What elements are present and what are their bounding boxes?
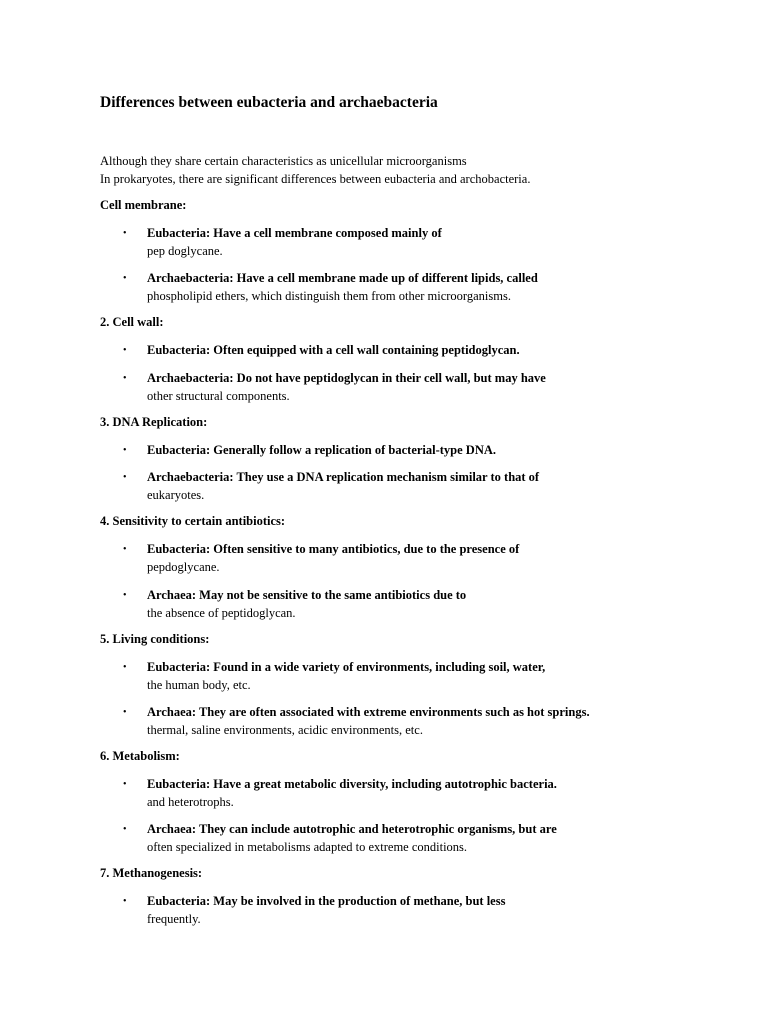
item-bold-text: Eubacteria: Generally follow a replication of bacterial-type DNA. (147, 443, 497, 457)
item-bold-text: Eubacteria: Have a great metabolic diversity, including autotrophic bacteria. (147, 777, 557, 791)
list-item (147, 776, 557, 811)
section-heading: Cell membrane: (100, 198, 187, 212)
item-continuation-text: other structural components. (147, 388, 290, 403)
section-heading: 7. Methanogenesis: (100, 866, 203, 880)
list-item (147, 469, 539, 504)
item-bold-text: Eubacteria: Often sensitive to many antibiotics, due to the presence of (147, 542, 520, 556)
list-item (147, 225, 442, 260)
list-item (147, 541, 519, 576)
item-continuation-text: eukaryotes. (147, 487, 205, 502)
list-item (147, 659, 545, 694)
item-bold-text: Archaea: May not be sensitive to the same antibiotics due to (147, 588, 467, 602)
item-continuation-text: the absence of peptidoglycan. (147, 605, 296, 620)
bullet-marker: • (123, 544, 127, 555)
item-continuation-text: frequently. (147, 911, 201, 926)
list-item (147, 270, 538, 305)
list-item (147, 370, 546, 405)
intro-paragraph (100, 153, 530, 188)
item-continuation-text: thermal, saline environments, acidic environments, etc. (147, 722, 423, 737)
list-item (147, 893, 505, 928)
item-bold-text: Eubacteria: Often equipped with a cell wall containing peptidoglycan. (147, 343, 520, 357)
bullet-marker: • (123, 228, 127, 239)
section-heading: 3. DNA Replication: (100, 415, 208, 429)
item-continuation-text: the human body, etc. (147, 677, 251, 692)
item-continuation-text: and heterotrophs. (147, 794, 234, 809)
bullet-marker: • (123, 824, 127, 835)
bullet-marker: • (123, 373, 127, 384)
item-bold-text: Archaebacteria: Do not have peptidoglycan in their cell wall, but may have (147, 371, 546, 385)
bullet-marker: • (123, 273, 127, 284)
item-continuation-text: often specialized in metabolisms adapted to extreme conditions. (147, 839, 468, 854)
item-bold-text: Eubacteria: Have a cell membrane composed mainly of (147, 226, 442, 240)
item-continuation-text: phospholipid ethers, which distinguish them from other microorganisms. (147, 288, 511, 303)
section-heading: 4. Sensitivity to certain antibiotics: (100, 514, 286, 528)
document-title: Differences between eubacteria and archaebacteria (100, 94, 438, 111)
bullet-marker: • (123, 707, 127, 718)
section-heading: 2. Cell wall: (100, 315, 164, 329)
section-heading: 5. Living conditions: (100, 632, 210, 646)
bullet-marker: • (123, 590, 127, 601)
item-bold-text: Eubacteria: Found in a wide variety of environments, including soil, water, (147, 660, 546, 674)
item-bold-text: Archaebacteria: Have a cell membrane made up of different lipids, called (147, 271, 538, 285)
list-item (147, 587, 466, 622)
bullet-marker: • (123, 345, 127, 356)
item-bold-text: Archaea: They are often associated with extreme environments such as hot springs. (147, 705, 590, 719)
list-item (147, 704, 590, 739)
section-heading: 6. Metabolism: (100, 749, 180, 763)
bullet-marker: • (123, 896, 127, 907)
bullet-marker: • (123, 779, 127, 790)
item-bold-text: Eubacteria: May be involved in the production of methane, but less (147, 894, 506, 908)
list-item (147, 342, 520, 360)
bullet-marker: • (123, 472, 127, 483)
intro-line: In prokaryotes, there are significant differences between eubacteria and archobacteria. (100, 171, 531, 186)
list-item (147, 821, 557, 856)
item-bold-text: Archaea: They can include autotrophic and heterotrophic organisms, but are (147, 822, 557, 836)
item-continuation-text: pepdoglycane. (147, 559, 220, 574)
item-bold-text: Archaebacteria: They use a DNA replication mechanism similar to that of (147, 470, 540, 484)
bullet-marker: • (123, 445, 127, 456)
bullet-marker: • (123, 662, 127, 673)
list-item (147, 442, 496, 460)
intro-line: Although they share certain characteristics as unicellular microorganisms (100, 154, 467, 168)
item-continuation-text: pep doglycane. (147, 243, 223, 258)
